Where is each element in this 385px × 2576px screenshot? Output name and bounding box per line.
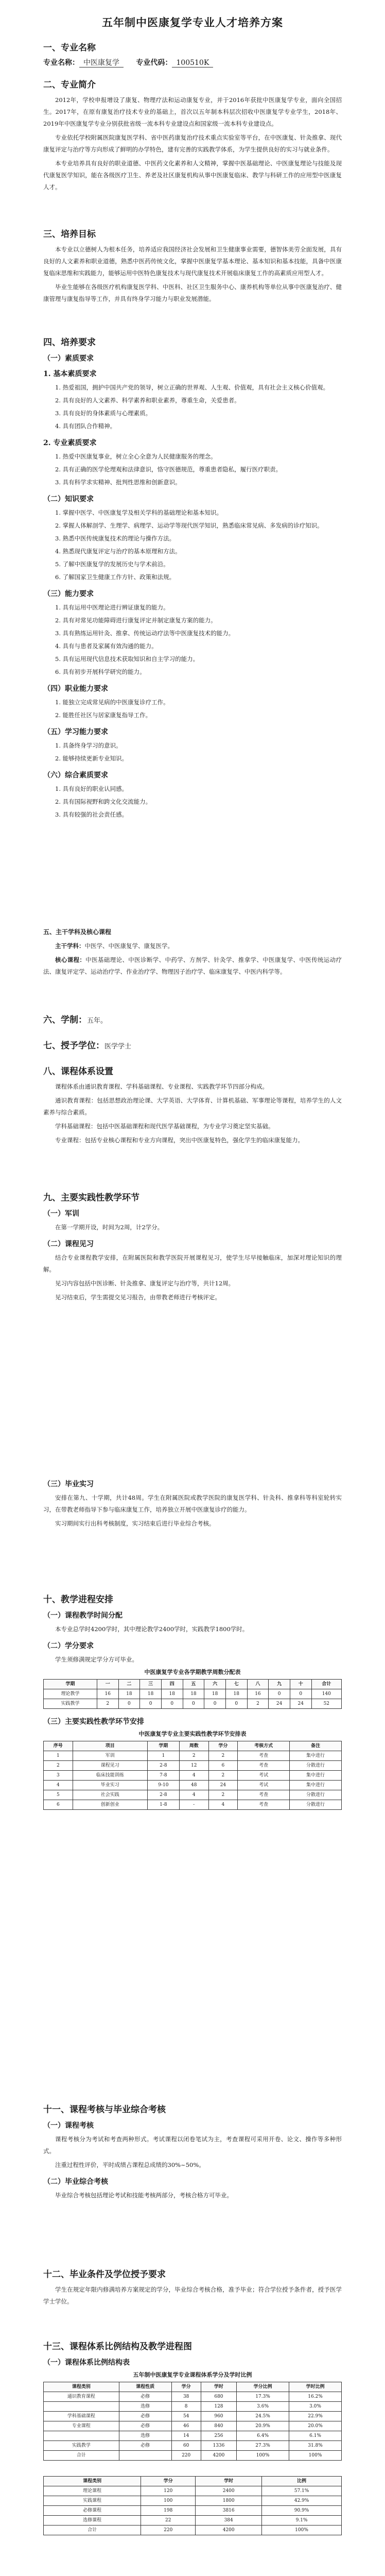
table-cell: 集中进行 xyxy=(290,1771,342,1781)
practice-paragraph: 在第一学期开设，时间为2周，计2学分。 xyxy=(55,1224,164,1231)
table-cell: 18 xyxy=(183,1689,204,1699)
graduation-paragraph: 学生在规定年限内修满培养方案规定的学分，毕业综合考核合格，准予毕业；符合学位授予条件者，授予医学学士学位。 xyxy=(43,2286,342,2305)
table-header: 学时 xyxy=(196,2477,262,2486)
core-courses-label: 核心课程： xyxy=(55,956,86,963)
section-assessment xyxy=(43,2102,342,2204)
table-cell: 31.8% xyxy=(289,2441,342,2451)
table-cell: 考查 xyxy=(238,1790,290,1800)
main-disciplines-value: 中医学、中医康复学、康复医学。 xyxy=(84,942,173,950)
table-row xyxy=(44,1790,342,1800)
table-cell: 考查 xyxy=(238,1751,290,1761)
req-item: 2. 具有国际视野和跨文化交流能力。 xyxy=(55,798,152,805)
table-cell: 实践教学 xyxy=(44,1699,97,1709)
table-header: 七 xyxy=(225,1680,247,1689)
curriculum-paragraph-1: 课程体系由通识教育课程、学科基础课程、专业课程、实践教学环节四部分构成。 xyxy=(55,1083,268,1090)
intro-paragraph-1: 2012年，学校申报增设了康复、物理疗法和运动康复专业，并于2016年获批中医康复学专业，面向全国招生。2017年，在原有康复治疗技术专业的基础上，首次以五年制本科层次招收中医康复学专业学生，2018年、2019年中医康复学专业分别获批省级一流本科专业建设点和国家级一流本科专业建设点。 xyxy=(43,96,342,127)
table-cell: 100% xyxy=(237,2451,289,2461)
schedule-sub3: （三）主要实践性教学环节安排 xyxy=(43,1718,144,1726)
req-sub1-heading: （一）素质要求 xyxy=(43,354,94,363)
table-cell: 680 xyxy=(201,2392,236,2402)
table-cell: 120 xyxy=(141,2486,196,2496)
table-header: 学期 xyxy=(44,1680,97,1689)
table-cell: 24 xyxy=(208,1781,238,1790)
table-cell: 必修课程 xyxy=(44,2506,141,2516)
req-item: 5. 具有运用现代信息技术获取知识和自主学习的能力。 xyxy=(55,655,199,663)
table-cell: 220 xyxy=(141,2526,196,2535)
table-header: 项目 xyxy=(73,1741,147,1751)
req-item: 1. 热爱祖国，拥护中国共产党的领导，树立正确的世界观、人生观、价值观，具有社会主义核心价值观。 xyxy=(55,384,329,391)
table-cell: 专业课程 xyxy=(44,2421,119,2431)
section-12-heading: 十二、毕业条件及学位授予要求 xyxy=(43,2269,166,2280)
table-cell: 3816 xyxy=(196,2506,262,2516)
table-row xyxy=(44,2441,342,2451)
table-cell xyxy=(44,2402,119,2412)
section-4-heading: 四、培养要求 xyxy=(43,337,96,348)
table-header: 三 xyxy=(140,1680,162,1689)
major-name-line xyxy=(43,57,342,67)
section-structure xyxy=(43,2339,342,2535)
table-header: 九 xyxy=(269,1680,290,1689)
table-cell: 必修 xyxy=(119,2441,171,2451)
req-sub2-heading: （二）知识要求 xyxy=(43,495,94,503)
table-cell: 42.9% xyxy=(262,2496,342,2506)
req-item: 4. 具有团队合作精神。 xyxy=(55,422,116,430)
weeks-table xyxy=(43,1679,342,1709)
table-header: 课程类别 xyxy=(44,2477,141,2486)
table-cell: 52 xyxy=(311,1699,341,1709)
req-item: 2. 具有良好的人文素养、科学素养和职业素养，尊重生命，关爱患者。 xyxy=(55,397,240,404)
table-header: 课程性质 xyxy=(119,2382,171,2392)
table-cell: 0 xyxy=(225,1699,247,1709)
section-intro xyxy=(43,77,342,195)
section-7-heading: 七、授予学位： xyxy=(43,1041,104,1051)
table-cell: 100% xyxy=(289,2451,342,2461)
table-cell: 57.1% xyxy=(262,2486,342,2496)
goals-paragraph-2: 毕业生能够在各级医疗机构康复医学科、中医科、社区卫生服务中心、康养机构等单位从事中医康复治疗、健康管理与康复指导等工作，并具有终身学习能力与职业发展潜能。 xyxy=(43,283,342,302)
req-sub6-heading: （六）综合素质要求 xyxy=(43,771,108,779)
table-cell: 90.9% xyxy=(262,2506,342,2516)
section-10-heading: 十、教学进程安排 xyxy=(43,1595,113,1605)
table-cell: 社会实践 xyxy=(73,1790,147,1800)
table-header: 五 xyxy=(183,1680,204,1689)
table-cell: 1 xyxy=(44,1751,73,1761)
curriculum-paragraph-2: 通识教育课程：包括思想政治理论课、大学英语、大学体育、计算机基础、军事理论等课程，培养学生的人文素养与综合素质。 xyxy=(43,1097,342,1116)
table-header: 比例 xyxy=(262,2477,342,2486)
table-cell: 18 xyxy=(140,1689,162,1699)
table-row xyxy=(44,2486,342,2496)
table-header: 考核方式 xyxy=(238,1741,290,1751)
req-item: 1. 具有运用中医理论进行辨证康复的能力。 xyxy=(55,604,169,611)
table-cell: 考试 xyxy=(238,1781,290,1790)
table-cell: 合计 xyxy=(44,2526,141,2535)
table-row xyxy=(44,2412,342,2421)
req-sub4-heading: （四）职业能力要求 xyxy=(43,685,108,693)
section-1-heading: 一、专业名称 xyxy=(43,43,96,53)
table-cell: 0 xyxy=(183,1699,204,1709)
table-cell: 20.9% xyxy=(237,2421,289,2431)
table-cell: 选修 xyxy=(119,2431,171,2441)
req-item: 3. 具有科学求实精神、批判性思维和创新意识。 xyxy=(55,479,181,486)
table-row xyxy=(44,1751,342,1761)
core-courses xyxy=(43,954,342,978)
assessment-paragraph: 课程考核分为考试和考查两种形式。考试课程以闭卷笔试为主，考查课程可采用开卷、论文、操作等多种形式。 xyxy=(43,2136,342,2155)
req-item: 4. 具有与患者及家属有效沟通的能力。 xyxy=(55,642,157,650)
table-cell: - xyxy=(179,1800,208,1810)
table-cell: 0 xyxy=(269,1689,290,1699)
req-sub5-heading: （五）学习能力要求 xyxy=(43,728,108,736)
section-3-heading: 三、培养目标 xyxy=(43,229,96,240)
curriculum-paragraph-4: 专业课程：包括专业核心课程和专业方向课程，突出中医康复特色，强化学生的临床康复能力。 xyxy=(55,1137,304,1144)
table-cell: 考查 xyxy=(238,1800,290,1810)
practice-table-caption: 中医康复学专业主要实践性教学环节安排表 xyxy=(138,1731,247,1737)
table-cell: 2 xyxy=(208,1751,238,1761)
table-header: 学时 xyxy=(201,2382,236,2392)
table-header: 序号 xyxy=(44,1741,73,1751)
table-cell: 24 xyxy=(269,1699,290,1709)
table-cell: 6.1% xyxy=(289,2431,342,2441)
req-item: 2. 掌握人体解剖学、生理学、病理学、运动学等现代医学知识，熟悉临床常见病、多发病的诊疗知识。 xyxy=(55,522,323,529)
table-cell: 实践教学 xyxy=(44,2441,119,2451)
section-11-heading: 十一、课程考核与毕业综合考核 xyxy=(43,2105,166,2115)
table-cell: 0 xyxy=(290,1689,311,1699)
structure-sub1: （一）课程体系比例结构表 xyxy=(43,2359,130,2367)
table-cell: 100 xyxy=(141,2496,196,2506)
practice-paragraph: 安排在第九、十学期，共计48周。学生在附属医院或教学医院的康复医学科、针灸科、推拿科等科室轮转实习，在带教老师指导下参与临床康复工作，培养独立开展中医康复诊疗的能力。 xyxy=(43,1494,342,1513)
table-row xyxy=(44,2506,342,2516)
req-item: 2. 具有对常见功能障碍进行康复评定并制定康复方案的能力。 xyxy=(55,617,217,624)
table-row xyxy=(44,2402,342,2412)
table-cell: 9-10 xyxy=(147,1781,179,1790)
table-cell: 18 xyxy=(204,1689,226,1699)
table-cell: 6.4% xyxy=(237,2431,289,2441)
table-cell: 12 xyxy=(179,1761,208,1771)
table-cell: 8 xyxy=(171,2402,201,2412)
section-5-heading: 五、主干学科及核心课程 xyxy=(43,928,112,936)
practice-sub2: （二）课程见习 xyxy=(43,1240,94,1248)
table-cell: 2-8 xyxy=(147,1790,179,1800)
assessment-paragraph: 注重过程性评价，平时成绩占课程总成绩的30%~50%。 xyxy=(55,2161,205,2168)
table-cell: 220 xyxy=(171,2451,201,2461)
table-row xyxy=(44,2526,342,2535)
section-major-name xyxy=(43,40,342,71)
table-cell: 2 xyxy=(247,1699,269,1709)
table-cell: 960 xyxy=(201,2412,236,2421)
req-item: 5. 了解中医康复学的发展历史与学术前沿。 xyxy=(55,561,169,568)
table-cell: 18 xyxy=(161,1689,183,1699)
section-8-heading: 八、课程体系设置 xyxy=(43,1066,113,1077)
table-cell: 840 xyxy=(201,2421,236,2431)
curriculum-paragraph-3: 学科基础课程：包括中医基础课程和现代医学基础课程，为专业学习奠定坚实基础。 xyxy=(55,1123,274,1130)
table-row xyxy=(44,1781,342,1790)
table-header: 六 xyxy=(204,1680,226,1689)
section-goals xyxy=(43,227,342,307)
table-cell: 3.6% xyxy=(237,2402,289,2412)
table-header: 八 xyxy=(247,1680,269,1689)
table-cell: 分散进行 xyxy=(290,1761,342,1771)
table-row xyxy=(44,1800,342,1810)
table-cell: 6 xyxy=(44,1800,73,1810)
practice-paragraph: 结合专业课程教学安排，在附属医院和教学医院开展课程见习，使学生尽早接触临床，加深对理论知识的理解。 xyxy=(43,1254,342,1273)
table-cell: 18 xyxy=(225,1689,247,1699)
table-row xyxy=(44,1771,342,1781)
weeks-table-caption: 中医康复学专业各学期教学周数分配表 xyxy=(144,1669,241,1675)
req-item: 2. 能够持续更新专业知识。 xyxy=(55,755,128,762)
major-name-value: 中医康复学 xyxy=(79,59,124,67)
intro-paragraph-3: 本专业培养具有良好的职业道德、中医药文化素养和人文精神，掌握中医基础理论、中医康复理论与技能及现代康复医学知识，能在各级医疗卫生、养老及社区康复机构从事中医康复临床、教学与科研工作的应用型中医康复人才。 xyxy=(43,160,342,191)
table-header: 学期 xyxy=(147,1741,179,1751)
table-cell: 2 xyxy=(208,1771,238,1781)
table-cell: 临床技能训练 xyxy=(73,1771,147,1781)
summary-table xyxy=(43,2476,342,2535)
table-cell: 2 xyxy=(97,1699,118,1709)
ratio-table xyxy=(43,2382,342,2461)
practice-paragraph: 见习结束后，学生需提交见习报告，由带教老师进行考核评定。 xyxy=(55,1294,221,1301)
section-6-heading: 六、学制： xyxy=(43,1015,87,1025)
table-cell: 3 xyxy=(44,1771,73,1781)
table-cell: 4 xyxy=(179,1790,208,1800)
section-core-courses xyxy=(43,927,342,980)
section-13-heading: 十三、课程体系比例结构及教学进程图 xyxy=(43,2342,192,2352)
table-row xyxy=(44,2431,342,2441)
req-item: 1. 具有良好的职业认同感。 xyxy=(55,785,128,792)
table-header: 备注 xyxy=(290,1741,342,1751)
table-cell: 198 xyxy=(141,2506,196,2516)
table-cell: 选修 xyxy=(119,2402,171,2412)
req-item: 1. 热爱中医康复事业，树立全心全意为人民健康服务的理念。 xyxy=(55,453,217,460)
main-disciplines xyxy=(43,940,342,952)
table-cell: 7-8 xyxy=(147,1771,179,1781)
table-row xyxy=(44,1699,342,1709)
table-cell xyxy=(119,2451,171,2461)
schedule-paragraph-2: 学生须修满规定学分方可毕业。 xyxy=(55,1656,138,1663)
table-header: 二 xyxy=(118,1680,140,1689)
table-cell: 课程见习 xyxy=(73,1761,147,1771)
section-requirements xyxy=(43,335,342,822)
table-cell: 60 xyxy=(171,2441,201,2451)
section-graduation xyxy=(43,2267,342,2310)
table-cell: 384 xyxy=(196,2516,262,2526)
req-item: 3. 熟悉中医传统康复技术的理论与操作方法。 xyxy=(55,535,176,542)
table-header: 一 xyxy=(97,1680,118,1689)
duration-value: 五年。 xyxy=(87,1017,108,1025)
table-cell: 0 xyxy=(140,1699,162,1709)
schedule-paragraph-1: 本专业总学时4200学时，其中理论教学2400学时，实践教学1800学时。 xyxy=(55,1625,249,1633)
table-header: 学分 xyxy=(141,2477,196,2486)
table-cell: 17.3% xyxy=(237,2392,289,2402)
table-cell: 18 xyxy=(118,1689,140,1699)
table-row xyxy=(44,2451,342,2461)
table-cell: 128 xyxy=(201,2402,236,2412)
table-cell: 140 xyxy=(311,1689,341,1699)
table-cell: 4 xyxy=(208,1800,238,1810)
practice-table xyxy=(43,1741,342,1810)
req-item: 4. 熟悉现代康复评定与治疗的基本原理和方法。 xyxy=(55,548,181,555)
table-cell: 创新创业 xyxy=(73,1800,147,1810)
table-cell: 集中进行 xyxy=(290,1751,342,1761)
table-cell: 16 xyxy=(247,1689,269,1699)
req-item: 1. 具备终身学习的意识。 xyxy=(55,742,122,749)
req-item: 3. 具有熟练运用针灸、推拿、传统运动疗法等中医康复技术的能力。 xyxy=(55,630,235,637)
table-row xyxy=(44,1689,342,1699)
practice-paragraph: 实习期间实行出科考核制度，实习结束后进行毕业综合考核。 xyxy=(55,1520,215,1527)
document-title: 五年制中医康复学专业人才培养方案 xyxy=(102,16,283,29)
table-cell: 合计 xyxy=(44,2451,119,2461)
table-cell: 军训 xyxy=(73,1751,147,1761)
table-cell: 22 xyxy=(141,2516,196,2526)
assessment-paragraph: 毕业综合考核包括理论考试和技能考核两部分，考核合格方可毕业。 xyxy=(55,2192,233,2199)
section-degree xyxy=(43,1038,342,1055)
degree-line xyxy=(43,1038,342,1051)
table-header: 合计 xyxy=(311,1680,341,1689)
table-cell: 分散进行 xyxy=(290,1800,342,1810)
ratio-table-caption: 五年制中医康复学专业课程体系学分及学时比例 xyxy=(133,2371,252,2378)
table-cell: 46 xyxy=(171,2421,201,2431)
table-cell: 16.2% xyxy=(289,2392,342,2402)
major-code-value: 100510K xyxy=(172,59,213,67)
section-practice xyxy=(43,1190,342,1306)
table-cell: 5 xyxy=(44,1790,73,1800)
table-cell: 4200 xyxy=(196,2526,262,2535)
table-cell: 理论课程 xyxy=(44,2486,141,2496)
table-row xyxy=(44,2496,342,2506)
practice-sub3: （三）毕业实习 xyxy=(43,1480,94,1488)
table-cell: 0 xyxy=(204,1699,226,1709)
table-cell: 4 xyxy=(179,1771,208,1781)
table-cell: 0 xyxy=(118,1699,140,1709)
table-cell: 24 xyxy=(290,1699,311,1709)
major-name-label: 专业名称： xyxy=(43,59,79,67)
table-row xyxy=(44,2516,342,2526)
table-cell: 6 xyxy=(208,1761,238,1771)
table-cell: 48 xyxy=(179,1781,208,1790)
table-cell: 理论教学 xyxy=(44,1689,97,1699)
table-cell: 100% xyxy=(262,2526,342,2535)
section-2-heading: 二、专业简介 xyxy=(43,80,96,90)
table-cell: 1336 xyxy=(201,2441,236,2451)
section-schedule xyxy=(43,1592,342,1810)
main-disciplines-label: 主干学科： xyxy=(55,942,85,950)
table-cell: 256 xyxy=(201,2431,236,2441)
table-cell: 考试 xyxy=(238,1771,290,1781)
table-cell: 38 xyxy=(171,2392,201,2402)
table-cell: 2 xyxy=(208,1790,238,1800)
table-row xyxy=(44,2392,342,2402)
req-sub1-2-heading: 2. 专业素质要求 xyxy=(43,439,97,447)
req-item: 6. 具有初步开展科学研究的能力。 xyxy=(55,668,146,675)
section-practice-internship xyxy=(43,1473,342,1532)
table-cell: 毕业实习 xyxy=(73,1781,147,1790)
table-cell: 分散进行 xyxy=(290,1790,342,1800)
table-header: 周数 xyxy=(179,1741,208,1751)
table-header: 十 xyxy=(290,1680,311,1689)
table-cell: 必修 xyxy=(119,2412,171,2421)
table-cell: 集中进行 xyxy=(290,1781,342,1790)
table-cell: 24.5% xyxy=(237,2412,289,2421)
req-item: 2. 能胜任社区与居家康复指导工作。 xyxy=(55,711,152,719)
degree-value: 医学学士 xyxy=(104,1043,132,1050)
table-cell: 0 xyxy=(161,1699,183,1709)
table-cell: 20.0% xyxy=(289,2421,342,2431)
table-header: 学时比例 xyxy=(289,2382,342,2392)
table-cell: 必修 xyxy=(119,2421,171,2431)
table-cell: 4 xyxy=(44,1781,73,1790)
table-cell: 实践课程 xyxy=(44,2496,141,2506)
table-cell: 2 xyxy=(179,1751,208,1761)
table-cell: 4200 xyxy=(201,2451,236,2461)
table-cell: 2400 xyxy=(196,2486,262,2496)
intro-paragraph-2: 专业依托学校附属医院康复医学科、省中医药康复治疗技术重点实验室等平台，在中医康复、针灸推拿、现代康复评定与治疗等方向形成了鲜明的办学特色，建有完善的实践教学体系，为学生提供良好的实习与就业条件。 xyxy=(43,134,342,153)
req-item: 3. 具有良好的身体素质与心理素质。 xyxy=(55,410,152,417)
table-cell: 2-8 xyxy=(147,1761,179,1771)
req-item: 3. 具有较强的社会责任感。 xyxy=(55,811,128,818)
table-row xyxy=(44,1761,342,1771)
table-cell: 14 xyxy=(171,2431,201,2441)
table-cell: 9.1% xyxy=(262,2516,342,2526)
table-header: 学分 xyxy=(208,1741,238,1751)
table-cell: 27.3% xyxy=(237,2441,289,2451)
goals-paragraph-1: 本专业以立德树人为根本任务，培养适应我国经济社会发展和卫生健康事业需要，德智体美劳全面发展，具有良好的人文素养和职业道德，熟悉中医药传统文化，掌握中医康复学基本理论、基本知识和基本技能，具备中医康复临床思维和实践能力，能够运用中医特色康复技术与现代康复技术开展临床康复工作的高素质应用型人才。 xyxy=(43,246,342,277)
req-item: 1. 掌握中医学、中医康复学及相关学科的基础理论和基本知识。 xyxy=(55,509,223,516)
assessment-sub2: （二）毕业综合考核 xyxy=(43,2178,108,2186)
table-cell: 通识教育课程 xyxy=(44,2392,119,2402)
assessment-sub1: （一）课程考核 xyxy=(43,2122,94,2130)
table-cell: 16 xyxy=(97,1689,118,1699)
section-curriculum xyxy=(43,1064,342,1148)
table-cell: 1800 xyxy=(196,2496,262,2506)
table-header: 学分 xyxy=(171,2382,201,2392)
schedule-sub2: （二）学分要求 xyxy=(43,1642,94,1650)
req-item: 1. 能独立完成常见病的中医康复诊疗工作。 xyxy=(55,699,169,706)
table-row xyxy=(44,2421,342,2431)
req-item: 2. 具有正确的医学伦理观和法律意识，恪守医德规范，尊重患者隐私，履行医疗职责。 xyxy=(55,466,282,473)
req-sub3-heading: （三）能力要求 xyxy=(43,590,94,598)
core-courses-value: 中医基础理论、中医诊断学、中药学、方剂学、针灸学、推拿学、中医康复学、中医传统运动疗法、康复评定学、运动治疗学、作业治疗学、物理因子治疗学、临床康复学、中医内科学等。 xyxy=(43,956,342,975)
table-cell: 1 xyxy=(147,1751,179,1761)
duration-line xyxy=(43,1012,342,1025)
table-cell: 3.0% xyxy=(289,2402,342,2412)
table-header: 课程类别 xyxy=(44,2382,119,2392)
table-cell xyxy=(44,2431,119,2441)
table-cell: 学科基础课程 xyxy=(44,2412,119,2421)
table-cell: 54 xyxy=(171,2412,201,2421)
table-cell: 1-8 xyxy=(147,1800,179,1810)
schedule-sub1: （一）课程教学时间分配 xyxy=(43,1612,122,1620)
table-cell: 必修 xyxy=(119,2392,171,2402)
section-9-heading: 九、主要实践性教学环节 xyxy=(43,1193,139,1203)
practice-paragraph: 见习内容包括中医诊断、针灸推拿、康复评定与治疗等，共计12周。 xyxy=(55,1280,235,1287)
table-header: 学分比例 xyxy=(237,2382,289,2392)
table-header: 四 xyxy=(161,1680,183,1689)
table-cell: 选修课程 xyxy=(44,2516,141,2526)
section-duration xyxy=(43,1012,342,1029)
practice-sub1: （一）军训 xyxy=(43,1210,79,1218)
table-cell: 考查 xyxy=(238,1761,290,1771)
table-cell: 2 xyxy=(44,1761,73,1771)
req-item: 6. 了解国家卫生健康工作方针、政策和法规。 xyxy=(55,573,176,581)
table-cell: 22.9% xyxy=(289,2412,342,2421)
major-code-label: 专业代码： xyxy=(136,59,172,67)
req-sub1-1-heading: 1. 基本素质要求 xyxy=(43,370,97,378)
